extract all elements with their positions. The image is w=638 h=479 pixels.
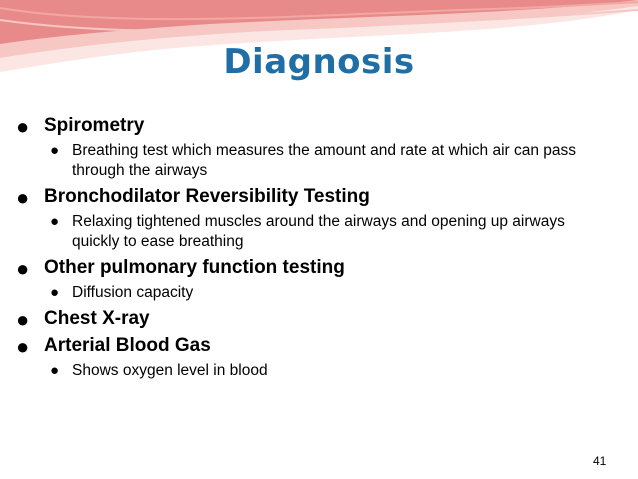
sub-bullet-text: Shows oxygen level in blood <box>72 362 268 379</box>
bullet-label: Spirometry <box>44 115 145 136</box>
sub-bullet-text: Breathing test which measures the amount and rate at which air can pass through the airways <box>72 142 577 179</box>
sub-bullet-arterial-blood-gas <box>44 361 614 381</box>
bullet-icon: ● <box>16 114 30 139</box>
bullet-arterial-blood-gas <box>14 333 614 359</box>
sub-bullet-bronchodilator <box>44 212 614 252</box>
sub-bullet-spirometry <box>44 141 614 181</box>
sub-bullet-icon: ● <box>50 142 60 159</box>
bullet-icon: ● <box>16 185 30 210</box>
bullet-label: Bronchodilator Reversibility Testing <box>44 186 370 207</box>
bullet-label: Other pulmonary function testing <box>44 257 345 278</box>
page-number: 41 <box>593 454 607 468</box>
sub-bullet-icon: ● <box>50 362 60 379</box>
bullet-icon: ● <box>16 334 30 359</box>
slide-title: Diagnosis <box>223 42 415 82</box>
sub-bullet-text: Relaxing tightened muscles around the airways and opening up airways quickly to ease breathing <box>72 213 565 250</box>
bullet-icon: ● <box>16 256 30 281</box>
bullet-icon: ● <box>16 307 30 332</box>
sub-bullet-text: Diffusion capacity <box>72 284 194 301</box>
bullet-label: Chest X-ray <box>44 308 150 329</box>
bullet-chest-xray <box>14 306 614 332</box>
sub-bullet-pulmonary-function <box>44 283 614 303</box>
bullet-bronchodilator <box>14 184 614 210</box>
sub-bullet-icon: ● <box>50 284 60 301</box>
bullet-list <box>14 112 614 384</box>
bullet-spirometry <box>14 113 614 139</box>
bullet-pulmonary-function <box>14 255 614 281</box>
bullet-label: Arterial Blood Gas <box>44 335 211 356</box>
sub-bullet-icon: ● <box>50 213 60 230</box>
